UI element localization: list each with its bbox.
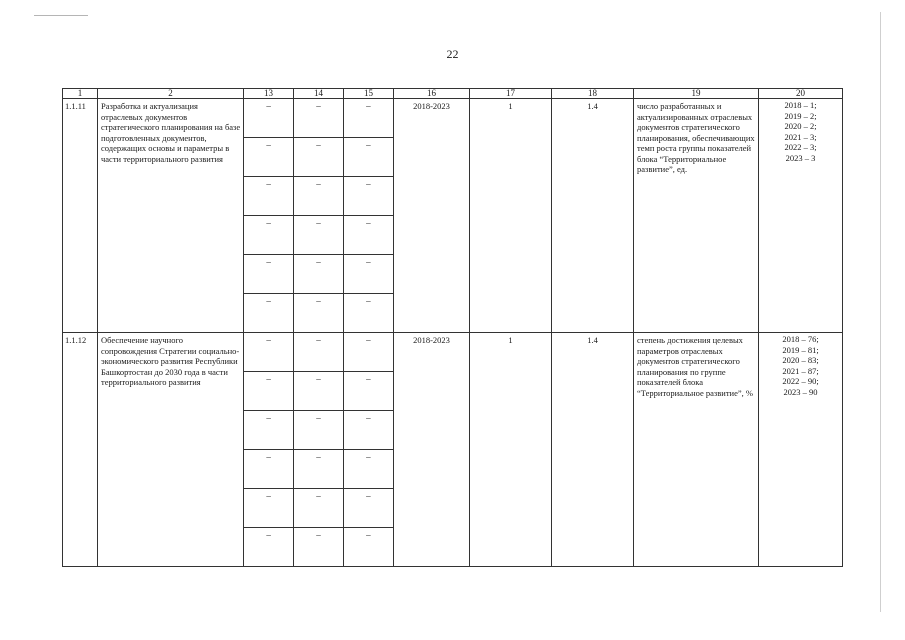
value-line: 2020 – 2; — [784, 121, 817, 131]
funding-row — [244, 333, 393, 372]
funding-subgrid — [244, 333, 393, 566]
dash-cell: – — [244, 216, 294, 255]
row-code: 1.1.12 — [63, 333, 98, 567]
dash-cell: – — [294, 489, 344, 528]
page-number: 22 — [446, 47, 459, 61]
dash-cell: – — [343, 372, 393, 411]
funding-row — [244, 411, 393, 450]
dash-cell: – — [343, 333, 393, 372]
value-line: 2021 – 87; — [782, 365, 819, 376]
dash-cell: – — [244, 450, 294, 489]
program-table — [62, 88, 843, 567]
funding-row — [244, 450, 393, 489]
value-line: 2021 – 3; — [784, 131, 817, 142]
dash-cell: – — [343, 138, 393, 177]
header-cell: 19 — [634, 89, 759, 99]
dash-cell: – — [244, 528, 294, 567]
dash-cell: – — [244, 138, 294, 177]
row-col18: 1.4 — [552, 99, 634, 333]
header-cell: 15 — [344, 89, 394, 99]
row-name: Обеспечение научного сопровождения Стратегии социально-экономического развития Республики Башкортостан до 2030 года в части территориального развития — [98, 333, 244, 567]
funding-row — [244, 528, 393, 567]
funding-row — [244, 99, 393, 138]
dash-cell: – — [244, 294, 294, 333]
row-col17: 1 — [470, 333, 552, 567]
dash-cell: – — [343, 450, 393, 489]
row-col17: 1 — [470, 99, 552, 333]
dash-cell: – — [244, 99, 294, 138]
funding-row — [244, 138, 393, 177]
row-period: 2018-2023 — [394, 99, 470, 333]
dash-cell: – — [366, 530, 371, 540]
dash-cell: – — [294, 99, 344, 138]
value-line: 2018 – 76; — [782, 334, 819, 344]
scan-mark — [34, 15, 88, 16]
dash-cell: – — [343, 255, 393, 294]
table-row — [63, 99, 843, 333]
dash-cell: – — [244, 489, 294, 528]
dash-cell: – — [244, 411, 294, 450]
value-line: 2023 – 90 — [783, 386, 818, 397]
header-row — [63, 89, 843, 99]
dash-cell: – — [294, 255, 344, 294]
row-name: Разработка и актуализация отраслевых документов стратегического планирования на базе подготовленных документов, содержащих основы и параметры в части территориального развития — [98, 99, 244, 333]
value-line: 2019 – 2; — [784, 110, 817, 121]
dash-cell: – — [343, 99, 393, 138]
dash-cell: – — [343, 489, 393, 528]
header-cell: 16 — [394, 89, 470, 99]
header-cell: 18 — [552, 89, 634, 99]
dash-cell: – — [294, 294, 344, 333]
dash-cell: – — [294, 450, 344, 489]
dash-cell: – — [294, 333, 344, 372]
header-cell: 2 — [98, 89, 244, 99]
dash-cell: – — [343, 411, 393, 450]
row-values — [759, 99, 843, 333]
dash-cell: – — [294, 372, 344, 411]
row-code: 1.1.11 — [63, 99, 98, 333]
funding-row — [244, 216, 393, 255]
row-indicator: число разработанных и актуализированных отраслевых документов стратегического планирования, обеспечивающих темп роста группы показателей блока “Территориальное развитие”, ед. — [634, 99, 759, 333]
header-cell: 20 — [759, 89, 843, 99]
dash-cell: – — [244, 372, 294, 411]
value-line: 2018 – 1; — [784, 100, 817, 110]
funding-row — [244, 294, 393, 333]
row-col18: 1.4 — [552, 333, 634, 567]
value-line: 2022 – 90; — [782, 376, 819, 386]
funding-row — [244, 372, 393, 411]
value-line: 2023 – 3 — [785, 152, 816, 163]
dash-cell: – — [294, 411, 344, 450]
value-line: 2022 – 3; — [784, 142, 817, 152]
dash-cell: – — [343, 177, 393, 216]
dash-cell: – — [294, 216, 344, 255]
header-cell: 13 — [244, 89, 294, 99]
row-indicator: степень достижения целевых параметров отраслевых документов стратегического планирования по группе показателей блока “Территориальное развитие”, % — [634, 333, 759, 567]
funding-grid — [244, 333, 394, 567]
header-cell: 17 — [470, 89, 552, 99]
dash-cell: – — [343, 216, 393, 255]
header-cell: 14 — [294, 89, 344, 99]
funding-row — [244, 255, 393, 294]
value-line: 2019 – 81; — [782, 344, 819, 355]
funding-grid — [244, 99, 394, 333]
funding-row — [244, 177, 393, 216]
dash-cell: – — [244, 255, 294, 294]
dash-cell: – — [294, 177, 344, 216]
funding-row — [244, 489, 393, 528]
table-row — [63, 333, 843, 567]
dash-cell: – — [244, 177, 294, 216]
dash-cell: – — [366, 296, 371, 306]
dash-cell: – — [294, 528, 344, 567]
dash-cell: – — [294, 138, 344, 177]
header-cell: 1 — [63, 89, 98, 99]
row-period: 2018-2023 — [394, 333, 470, 567]
dash-cell: – — [244, 333, 294, 372]
row-values — [759, 333, 843, 567]
scan-edge-line — [880, 12, 881, 612]
value-line: 2020 – 83; — [782, 355, 819, 365]
funding-subgrid — [244, 99, 393, 332]
